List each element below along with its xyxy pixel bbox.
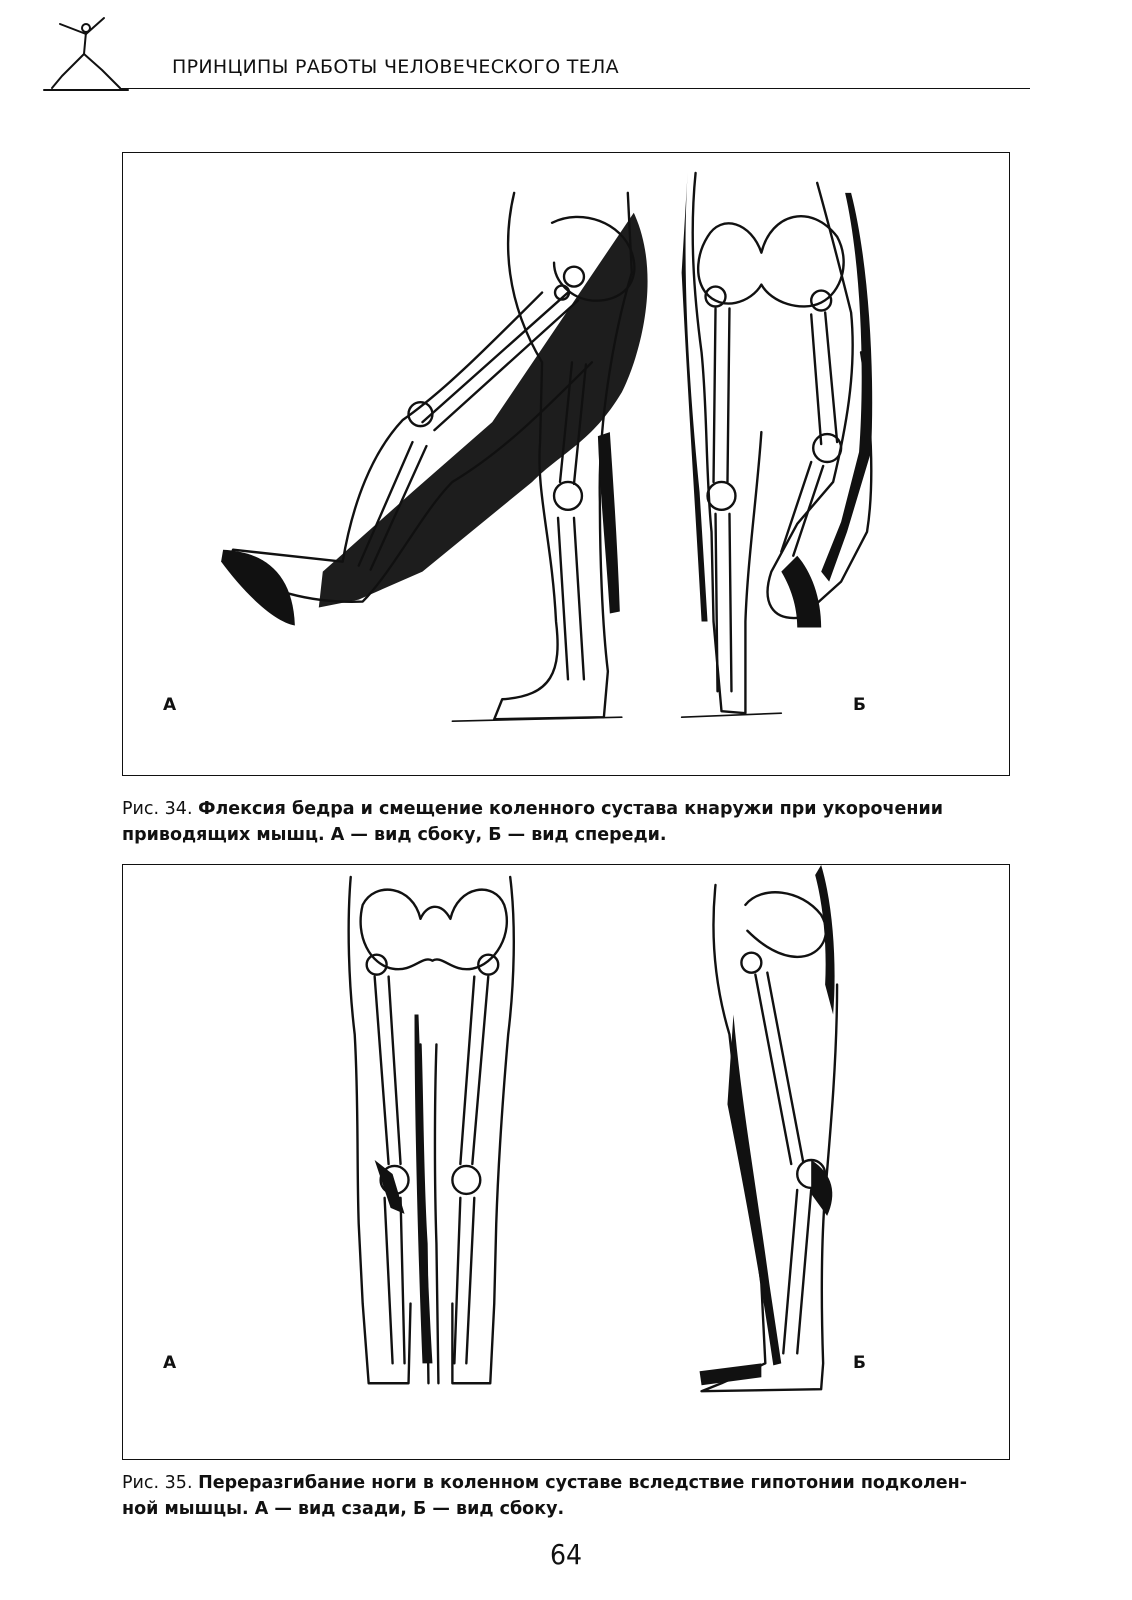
fig35-panel-label-a: А (163, 1353, 177, 1373)
fig35-caption-prefix: Рис. 35. (122, 1473, 193, 1493)
fig34-panel-label-a: А (163, 695, 177, 715)
fig35-panel-label-b: Б (853, 1353, 866, 1373)
page-number: 64 (549, 1538, 583, 1571)
running-header: ПРИНЦИПЫ РАБОТЫ ЧЕЛОВЕЧЕСКОГО ТЕЛА (172, 56, 619, 78)
figure-34-caption (122, 796, 1022, 848)
figure-34-illustration (123, 153, 1009, 775)
fig34-caption-line2: приводящих мышц. А — вид сбоку, Б — вид спереди. (122, 825, 667, 845)
figure-34-frame (122, 152, 1010, 776)
header-rule (120, 88, 1030, 89)
fig34-caption-line1: Флексия бедра и смещение коленного сустава кнаружи при укорочении (198, 799, 943, 819)
figure-35-frame (122, 864, 1010, 1460)
fig34-panel-a-drawing (227, 193, 634, 719)
figure-35-caption (122, 1470, 1022, 1522)
yoga-figure-icon (40, 14, 130, 96)
fig34-caption-prefix: Рис. 34. (122, 799, 193, 819)
figure-35-illustration (123, 865, 1009, 1459)
fig35-caption-line2: ной мышцы. А — вид сзади, Б — вид сбоку. (122, 1499, 565, 1519)
fig34-panel-b-drawing (693, 173, 872, 713)
fig35-panel-a-drawing (349, 877, 514, 1383)
fig35-caption-line1: Переразгибание ноги в коленном суставе вследствие гипотонии подколен- (198, 1473, 968, 1493)
fig34-panel-label-b: Б (853, 695, 866, 715)
